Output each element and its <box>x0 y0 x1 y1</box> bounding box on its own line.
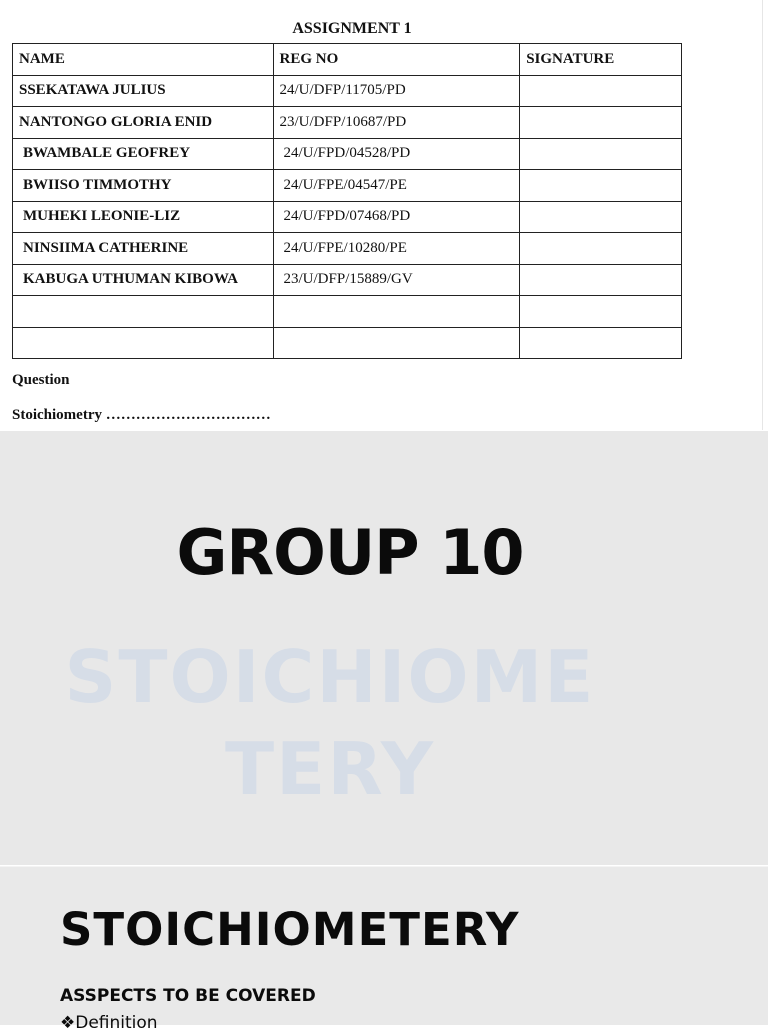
table-row <box>13 75 682 107</box>
table-header-row <box>13 44 682 76</box>
title-slide <box>0 431 768 865</box>
member-reg-no: 24/U/DFP/11705/PD <box>273 75 520 107</box>
member-reg-no <box>273 296 520 328</box>
member-name: NINSIIMA CATHERINE <box>13 233 274 265</box>
member-name <box>13 296 274 328</box>
column-header-signature: SIGNATURE <box>520 44 682 76</box>
question-topic: Stoichiometry …………………………… <box>12 407 271 423</box>
diamond-bullet-icon: ❖ <box>60 1013 76 1033</box>
member-name: SSEKATAWA JULIUS <box>13 75 274 107</box>
member-reg-no: 24/U/FPD/04528/PD <box>273 138 520 170</box>
member-reg-no: 24/U/FPE/04547/PE <box>273 170 520 202</box>
slide-title: STOICHIOMETERY <box>60 903 520 956</box>
table-row <box>13 170 682 202</box>
members-table <box>12 43 682 359</box>
member-signature <box>520 75 682 107</box>
member-signature <box>520 327 682 359</box>
member-name: NANTONGO GLORIA ENID <box>13 107 274 139</box>
question-label: Question <box>12 372 70 388</box>
table-row <box>13 107 682 139</box>
assignment-sheet <box>0 0 763 430</box>
group-title: GROUP 10 <box>176 516 524 589</box>
member-signature <box>520 107 682 139</box>
table-row <box>13 201 682 233</box>
column-header-name: NAME <box>13 44 274 76</box>
table-row <box>13 233 682 265</box>
aspects-heading: ASSPECTS TO BE COVERED <box>60 986 316 1006</box>
table-row-empty <box>13 327 682 359</box>
member-reg-no: 23/U/DFP/15889/GV <box>273 264 520 296</box>
member-signature <box>520 296 682 328</box>
member-name: KABUGA UTHUMAN KIBOWA <box>13 264 274 296</box>
member-reg-no: 23/U/DFP/10687/PD <box>273 107 520 139</box>
content-slide <box>0 866 768 1033</box>
slide-subtitle: STOICHIOMETERY <box>64 635 596 811</box>
member-name <box>13 327 274 359</box>
member-signature <box>520 138 682 170</box>
table-row <box>13 138 682 170</box>
member-name: BWAMBALE GEOFREY <box>13 138 274 170</box>
member-name: BWIISO TIMMOTHY <box>13 170 274 202</box>
member-signature <box>520 233 682 265</box>
member-signature <box>520 170 682 202</box>
member-reg-no: 24/U/FPE/10280/PE <box>273 233 520 265</box>
member-signature <box>520 264 682 296</box>
member-reg-no <box>273 327 520 359</box>
member-name: MUHEKI LEONIE-LIZ <box>13 201 274 233</box>
table-row <box>13 264 682 296</box>
member-reg-no: 24/U/FPD/07468/PD <box>273 201 520 233</box>
column-header-reg-no: REG NO <box>273 44 520 76</box>
list-item-label: Definition <box>75 1013 158 1033</box>
list-item <box>60 1013 158 1033</box>
table-row-empty <box>13 296 682 328</box>
assignment-title: ASSIGNMENT 1 <box>292 20 412 37</box>
member-signature <box>520 201 682 233</box>
